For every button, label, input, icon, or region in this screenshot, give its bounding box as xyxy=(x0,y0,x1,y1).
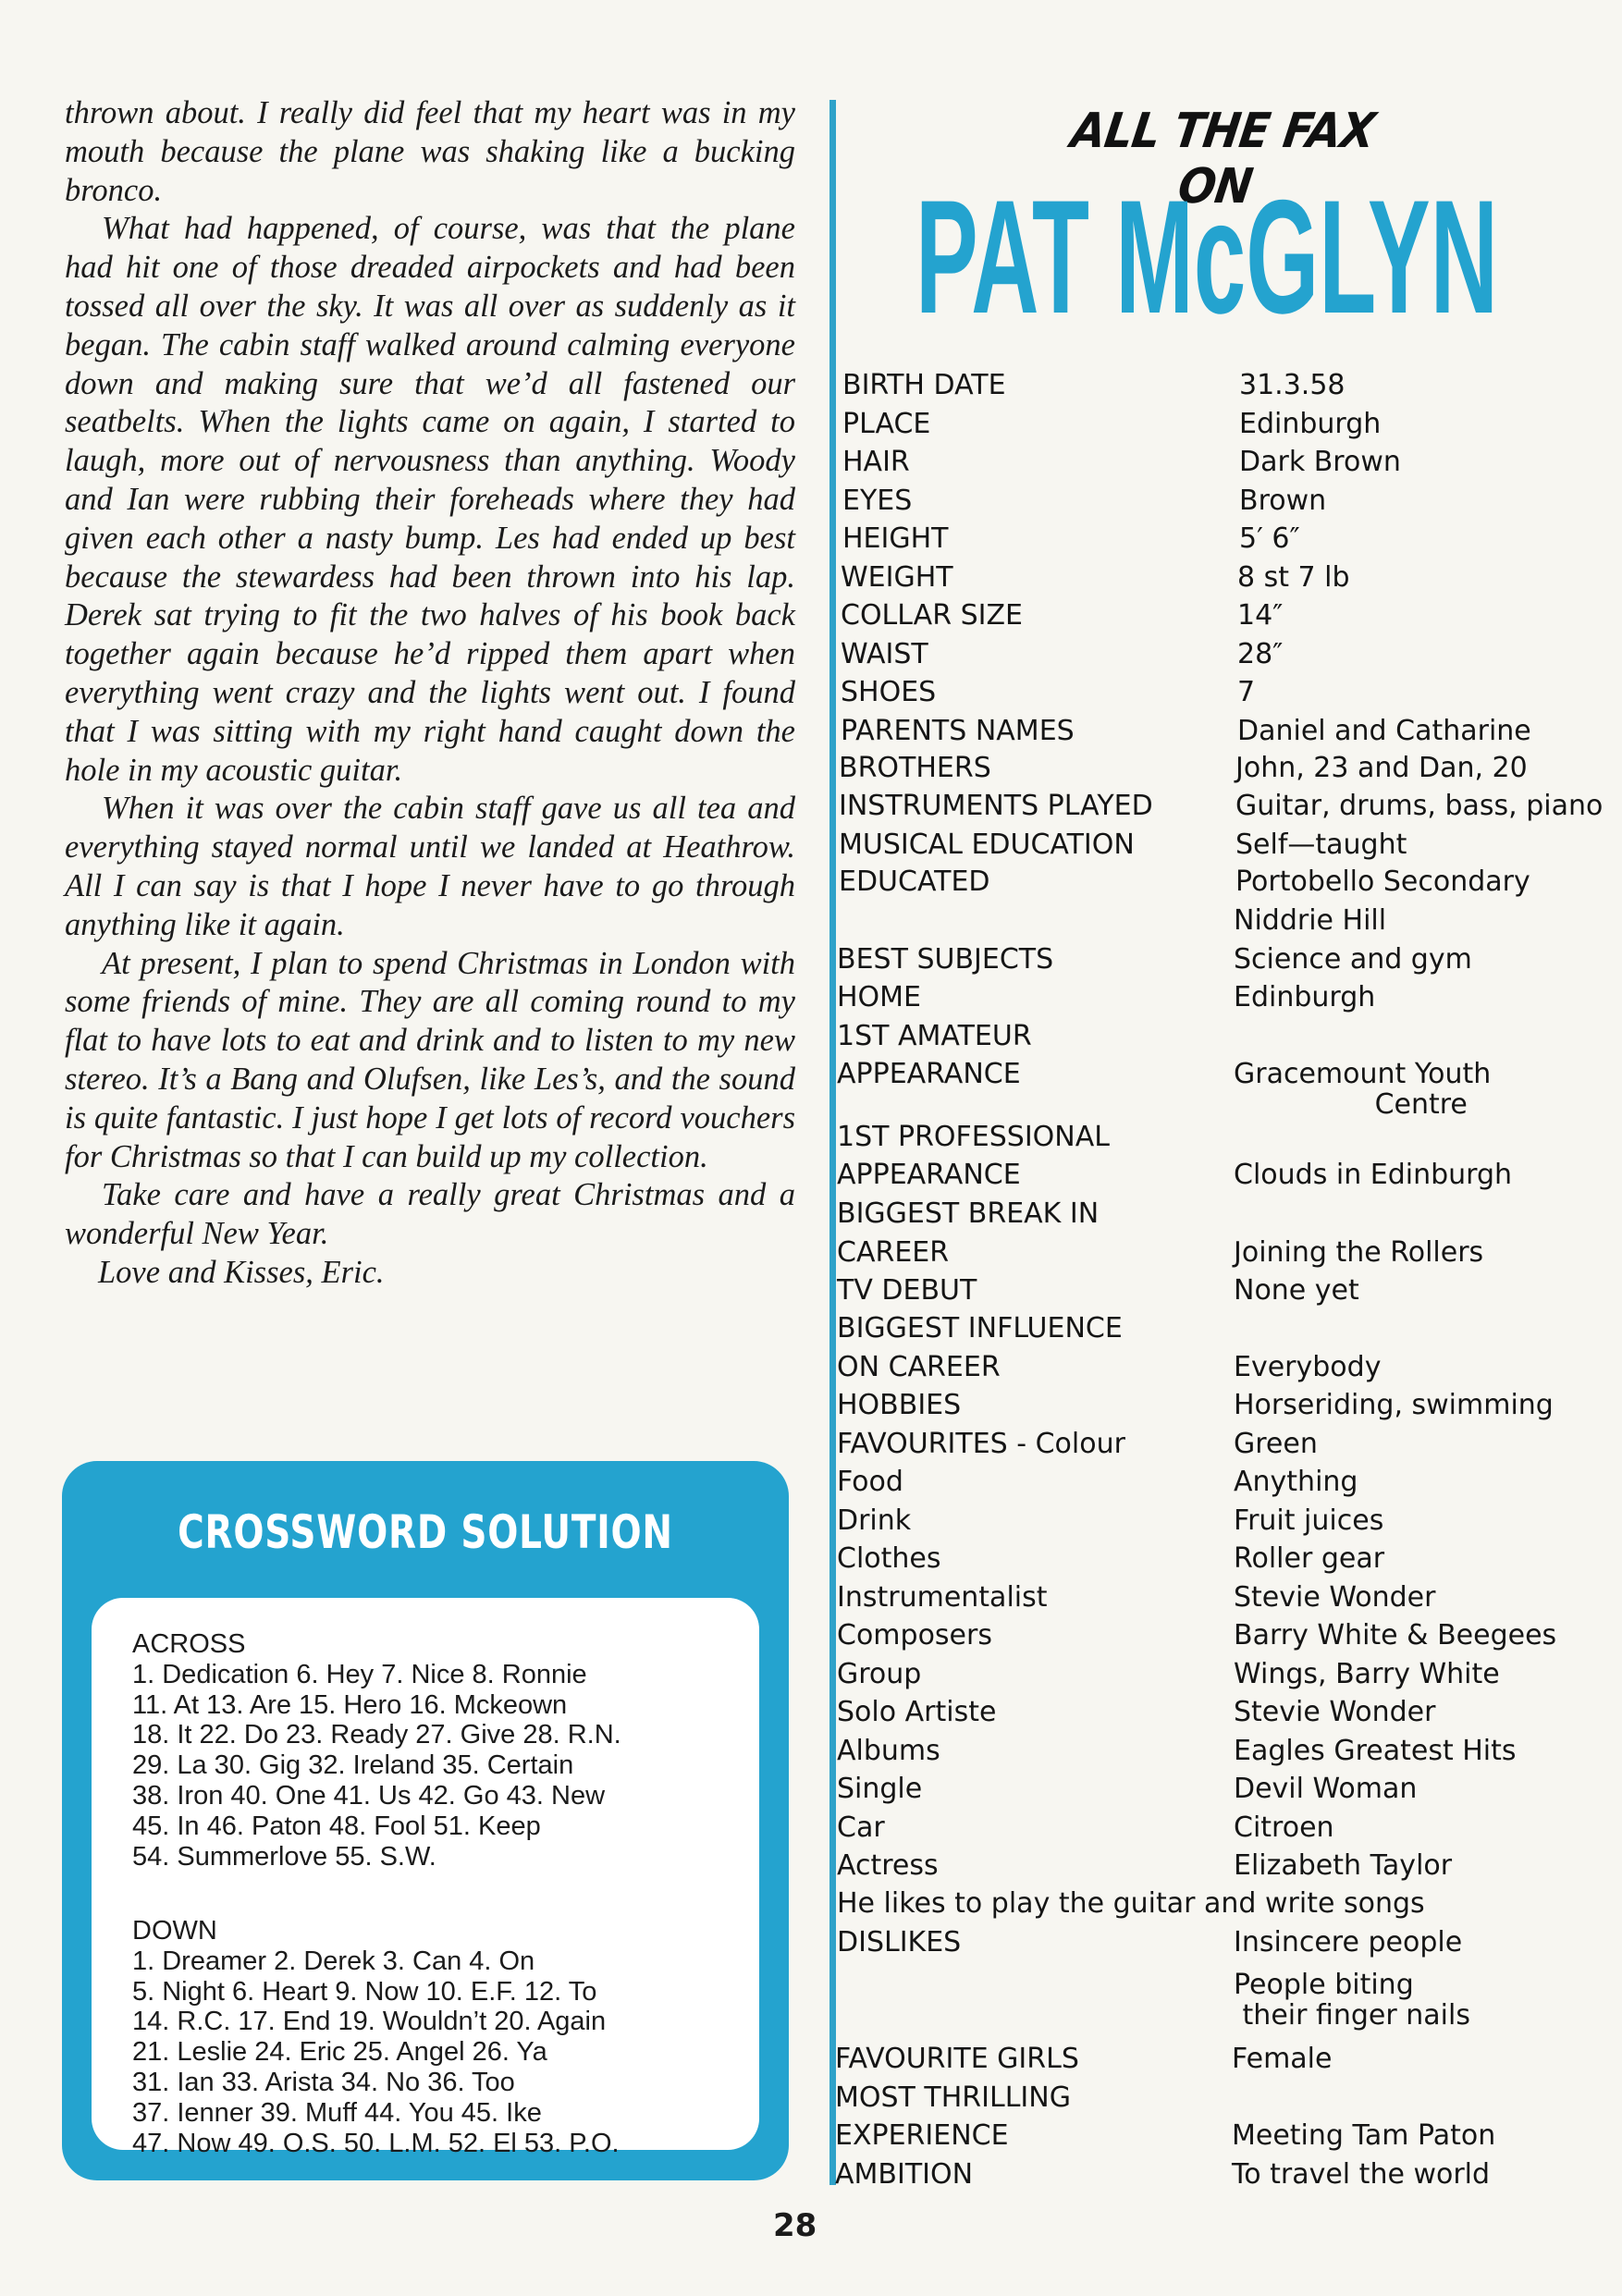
fact-value: 31.3.58 xyxy=(1239,369,1346,401)
fact-value: Meeting Tam Paton xyxy=(1232,2119,1496,2152)
fact-label: Composers xyxy=(837,1619,992,1651)
fact-note: He likes to play the guitar and write songs xyxy=(837,1887,1425,1920)
crossword-line: 1. Dedication 6. Hey 7. Nice 8. Ronnie xyxy=(132,1659,587,1689)
fact-label: HEIGHT xyxy=(842,522,949,555)
crossword-line: 18. It 22. Do 23. Ready 27. Give 28. R.N. xyxy=(132,1720,621,1750)
fact-label: Solo Artiste xyxy=(837,1696,997,1728)
fact-label: BIRTH DATE xyxy=(842,369,1006,401)
fact-label: Food xyxy=(837,1466,903,1498)
fact-label: FAVOURITE GIRLS xyxy=(835,2043,1079,2075)
crossword-line: 5. Night 6. Heart 9. Now 10. E.F. 12. To xyxy=(132,1976,597,2007)
fact-label: APPEARANCE xyxy=(837,1159,1021,1191)
letter-paragraph: At present, I plan to spend Christmas in London with some friends of mine. They are all coming round to my flat to have lots to eat and drink and to listen to my new stereo. It’s a Bang and Olufsen, like Les’s, and the sound is quite fantastic. I just hope I get lots of record vouchers for Christmas so that I can build up my collection. xyxy=(65,945,795,1174)
fact-value: Brown xyxy=(1239,485,1327,517)
fact-value: Barry White & Beegees xyxy=(1234,1619,1557,1651)
fact-label: WAIST xyxy=(841,638,928,670)
fact-value: Stevie Wonder xyxy=(1234,1581,1436,1614)
crossword-line: 11. At 13. Are 15. Hero 16. Mckeown xyxy=(132,1689,568,1720)
fact-label: SHOES xyxy=(841,676,937,708)
crossword-line: 1. Dreamer 2. Derek 3. Can 4. On xyxy=(132,1946,535,1976)
fact-label: BIGGEST INFLUENCE xyxy=(837,1312,1123,1344)
fact-label: Drink xyxy=(837,1504,912,1537)
crossword-line: 21. Leslie 24. Eric 25. Angel 26. Ya xyxy=(132,2037,547,2068)
fact-label: 1ST PROFESSIONAL xyxy=(837,1121,1110,1153)
fact-value: John, 23 and Dan, 20 xyxy=(1235,752,1528,784)
crossword-title: CROSSWORD SOLUTION xyxy=(178,1505,673,1559)
profile-kicker: ALL THE FAX ON xyxy=(1067,104,1378,215)
fact-label: AMBITION xyxy=(835,2158,974,2191)
fact-label: DISLIKES xyxy=(837,1926,962,1958)
fact-value: Niddrie Hill xyxy=(1234,904,1387,937)
crossword-down-list xyxy=(132,1916,743,2158)
column-divider xyxy=(829,100,836,2185)
letter-body xyxy=(65,94,795,1293)
fact-label: COLLAR SIZE xyxy=(841,599,1023,632)
fact-label: Actress xyxy=(837,1849,939,1882)
fact-label: APPEARANCE xyxy=(837,1058,1021,1090)
fact-value: Stevie Wonder xyxy=(1234,1696,1436,1728)
fact-value: 5′ 6″ xyxy=(1239,522,1300,555)
crossword-heading-down: DOWN xyxy=(132,1916,217,1946)
fact-label: BEST SUBJECTS xyxy=(837,943,1054,976)
fact-value: Wings, Barry White xyxy=(1234,1658,1500,1690)
fact-value: Edinburgh xyxy=(1239,408,1382,440)
fact-value: Citroen xyxy=(1234,1811,1334,1844)
fact-value: 14″ xyxy=(1237,599,1284,632)
fact-value: Green xyxy=(1234,1428,1318,1460)
fact-label: EDUCATED xyxy=(839,866,990,898)
fact-label: Single xyxy=(837,1773,923,1805)
fact-value: Dark Brown xyxy=(1239,446,1401,478)
crossword-line: 38. Iron 40. One 41. Us 42. Go 43. New xyxy=(132,1780,606,1811)
crossword-line: 45. In 46. Paton 48. Fool 51. Keep xyxy=(132,1811,541,1841)
fact-label: 1ST AMATEUR xyxy=(837,1020,1032,1052)
fact-label: WEIGHT xyxy=(841,561,953,594)
fact-label: FAVOURITES - Colour xyxy=(837,1428,1125,1460)
letter-paragraph: When it was over the cabin staff gave us all tea and everything stayed normal until we landed at Heathrow. All I can say is that I hope I never have to go through anything like it again. xyxy=(65,791,795,942)
fact-label: MOST THRILLING xyxy=(835,2081,1071,2114)
fact-value: Daniel and Catharine xyxy=(1237,715,1531,747)
fact-label: BROTHERS xyxy=(839,752,991,784)
fact-value: Clouds in Edinburgh xyxy=(1234,1159,1513,1191)
crossword-line: 47. Now 49. O.S. 50. L.M. 52. El 53. P.O. xyxy=(132,2128,620,2158)
fact-value: Gracemount Youth Centre xyxy=(1234,1058,1492,1121)
fact-value: Female xyxy=(1232,2043,1333,2075)
profile-column xyxy=(837,0,1622,2296)
crossword-answers-panel xyxy=(92,1598,759,2158)
fact-label: Instrumentalist xyxy=(837,1581,1048,1614)
crossword-across-list xyxy=(132,1629,743,1872)
fact-label: PARENTS NAMES xyxy=(841,715,1075,747)
fact-value: Anything xyxy=(1234,1466,1358,1498)
letter-signoff: Love and Kisses, Eric. xyxy=(98,1254,385,1290)
fact-value: Insincere people xyxy=(1234,1926,1463,1958)
fact-label: Albums xyxy=(837,1735,940,1767)
fact-label: Clothes xyxy=(837,1542,941,1575)
fact-label: ON CAREER xyxy=(837,1351,1001,1383)
profile-name-title xyxy=(911,174,1503,340)
letter-paragraph: Take care and have a really great Christmas and a wonderful New Year. xyxy=(65,1177,795,1252)
profile-name: PAT McGLYN xyxy=(915,174,1498,340)
fact-value: Elizabeth Taylor xyxy=(1234,1849,1453,1882)
crossword-solution-box xyxy=(62,1461,789,2180)
fact-value: 8 st 7 lb xyxy=(1237,561,1350,594)
fact-label: HOME xyxy=(837,981,922,1013)
fact-value: Roller gear xyxy=(1234,1542,1385,1575)
letter-paragraph: What had happened, of course, was that the plane had hit one of those dreaded airpockets and had been tossed all over the sky. It was all over as suddenly as it began. The cabin staff walked around calming everyone down and making sure that we’d all fastened our seatbelts. When the lights came on again, I started to laugh, more out of nervousness than anything. Woody and Ian were rubbing their foreheads where they had given each other a nasty bump. Les had ended up best because the stewardess had been thrown into his lap. Derek sat trying to fit the two halves of his book back together again because he’d ripped them apart when everything went crazy and the lights went out. I found that I was sitting with my right hand caught down the hole in my acoustic guitar. xyxy=(65,211,795,788)
crossword-line: 29. La 30. Gig 32. Ireland 35. Certain xyxy=(132,1750,574,1781)
fact-label: MUSICAL EDUCATION xyxy=(839,829,1135,861)
fact-label: Car xyxy=(837,1811,885,1844)
crossword-line: 14. R.C. 17. End 19. Wouldn’t 20. Again xyxy=(132,2007,607,2037)
fact-label: PLACE xyxy=(842,408,931,440)
crossword-line: 31. Ian 33. Arista 34. No 36. Too xyxy=(132,2067,515,2097)
fact-value: Everybody xyxy=(1234,1351,1382,1383)
fact-value: Self—taught xyxy=(1235,829,1407,861)
crossword-line: 37. Ienner 39. Muff 44. You 45. Ike xyxy=(132,2097,542,2128)
fact-label: EYES xyxy=(842,485,913,517)
fact-value: Science and gym xyxy=(1234,943,1472,976)
fact-value: Guitar, drums, bass, piano xyxy=(1235,790,1604,822)
fact-value: None yet xyxy=(1234,1274,1359,1307)
crossword-line: 54. Summerlove 55. S.W. xyxy=(132,1841,436,1872)
fact-value: People biting their finger nails xyxy=(1234,1969,1470,2032)
fact-label: Group xyxy=(837,1658,922,1690)
fact-label: CAREER xyxy=(837,1236,950,1269)
fact-value: Joining the Rollers xyxy=(1234,1236,1484,1269)
fact-value: 28″ xyxy=(1237,638,1284,670)
fact-label: EXPERIENCE xyxy=(835,2119,1009,2152)
fact-label: HOBBIES xyxy=(837,1389,962,1421)
fact-label: TV DEBUT xyxy=(837,1274,977,1307)
fact-value: Fruit juices xyxy=(1234,1504,1384,1537)
fact-value: 7 xyxy=(1237,676,1256,708)
fact-value: Eagles Greatest Hits xyxy=(1234,1735,1517,1767)
fact-label: INSTRUMENTS PLAYED xyxy=(839,790,1153,822)
fact-label: HAIR xyxy=(842,446,910,478)
letter-paragraph: thrown about. I really did feel that my heart was in my mouth because the plane was shaking like a bucking bronco. xyxy=(65,95,795,208)
fact-value: Portobello Secondary xyxy=(1235,866,1530,898)
fact-value: To travel the world xyxy=(1232,2158,1491,2191)
fact-value: Edinburgh xyxy=(1234,981,1376,1013)
fact-value: Horseriding, swimming xyxy=(1234,1389,1554,1421)
fact-label: BIGGEST BREAK IN xyxy=(837,1197,1100,1230)
fact-value: Devil Woman xyxy=(1234,1773,1418,1805)
letter-column xyxy=(65,94,795,1293)
page-number: 28 xyxy=(773,2207,817,2244)
crossword-heading-across: ACROSS xyxy=(132,1629,246,1659)
